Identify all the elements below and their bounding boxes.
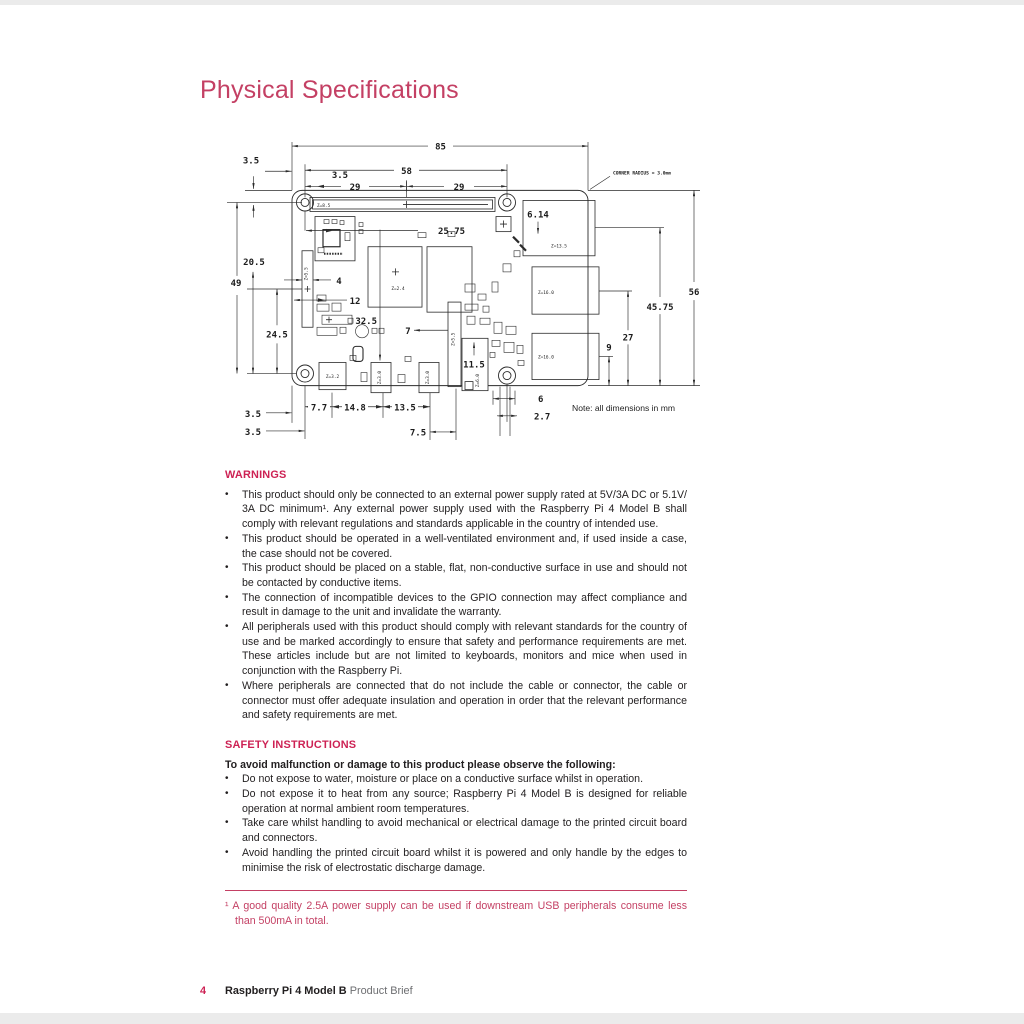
page-number: 4 xyxy=(200,985,207,997)
warning-item xyxy=(225,532,687,561)
dim-25-75: 25.75 xyxy=(438,227,466,238)
bullet-icon: • xyxy=(225,532,229,544)
warning-item xyxy=(225,591,687,620)
dim-12: 12 xyxy=(349,297,361,308)
warning-text: This product should be operated in a well-ventilated environment and, if used inside a case, the case should not be covered. xyxy=(242,532,687,560)
body-text-column xyxy=(225,468,687,929)
z-hdmi2: Z=3.0 xyxy=(426,370,431,385)
dim-24-5: 24.5 xyxy=(266,330,288,341)
mechanical-drawing xyxy=(222,133,715,445)
dim-13-5: 13.5 xyxy=(394,403,416,414)
warning-text: Where peripherals are connected that do not include the cable or connector, the cable or connector must offer adequate insulation and operation in order that the relevant performance and safety requirements are met. xyxy=(242,679,687,722)
board-drawing-svg xyxy=(222,133,715,445)
safety-item xyxy=(225,816,687,845)
warning-item xyxy=(225,488,687,532)
dim-3-5-top: 3.5 xyxy=(242,156,260,167)
safety-text: Avoid handling the printed circuit board whilst it is powered and only handle by the edges to minimise the risk of electrostatic discharge damage. xyxy=(242,846,687,874)
dim-56: 56 xyxy=(688,288,700,299)
page-footer xyxy=(200,985,413,997)
page-edge-top xyxy=(0,0,1024,5)
dim-2-7: 2.7 xyxy=(534,412,551,423)
safety-intro: To avoid malfunction or damage to this product please observe the following: xyxy=(225,758,616,771)
dim-3-5-bl1: 3.5 xyxy=(244,409,262,420)
warning-item xyxy=(225,679,687,723)
dim-20-5: 20.5 xyxy=(243,257,265,268)
dim-9: 9 xyxy=(606,343,612,354)
dim-3-5-row2: 3.5 xyxy=(331,170,349,181)
dim-7-5: 7.5 xyxy=(409,428,427,439)
doc-title: Raspberry Pi 4 Model B xyxy=(225,985,347,997)
z-hdmi1: Z=3.0 xyxy=(378,370,383,385)
dim-29-left: 29 xyxy=(349,182,361,193)
safety-text: Do not expose to water, moisture or place on a conductive surface whilst in operation. xyxy=(242,773,644,786)
safety-item xyxy=(225,846,687,875)
dim-11-5: 11.5 xyxy=(463,360,485,371)
z-audio: Z=6.0 xyxy=(476,373,481,388)
page-title: Physical Specifications xyxy=(200,76,459,104)
safety-text: Do not expose it to heat from any source; Raspberry Pi 4 Model B is designed for reliable operation at normal ambient room temperatures. xyxy=(242,788,687,815)
dim-3-5-bl2: 3.5 xyxy=(244,427,262,438)
bullet-icon: • xyxy=(225,788,229,800)
z-soc: Z=2.4 xyxy=(391,286,405,293)
z-csi: Z=5.5 xyxy=(451,332,457,346)
z-usbc: Z=3.2 xyxy=(325,375,340,381)
safety-item xyxy=(225,787,687,816)
z-gpio: Z=8.5 xyxy=(317,203,331,209)
bullet-icon: • xyxy=(225,846,229,858)
bullet-icon: • xyxy=(225,488,229,500)
footnote-text: ¹ A good quality 2.5A power supply can be used if downstream USB peripherals consume less than 500mA in total. xyxy=(225,900,687,927)
warning-item xyxy=(225,561,687,590)
dim-14-8: 14.8 xyxy=(344,403,366,414)
bullet-icon: • xyxy=(225,562,229,574)
dim-29-right: 29 xyxy=(453,182,465,193)
center-marks xyxy=(305,201,508,323)
safety-heading: SAFETY INSTRUCTIONS xyxy=(225,738,357,751)
warning-text: This product should be placed on a stable, flat, non-conductive surface in use and should not be contacted by conductive items. xyxy=(242,562,687,589)
z-ethernet: Z=13.5 xyxy=(551,244,567,250)
page-edge-bottom xyxy=(0,1013,1024,1024)
dim-4: 4 xyxy=(336,276,342,287)
z-usb-upper: Z=16.0 xyxy=(538,291,554,297)
bullet-icon: • xyxy=(225,679,229,691)
warning-text: The connection of incompatible devices to the GPIO connection may affect compliance and result in damage to the unit and invalidate the warranty. xyxy=(242,591,687,619)
z-usb-lower: Z=16.0 xyxy=(538,355,554,361)
dim-32-5: 32.5 xyxy=(355,317,377,328)
warning-text: This product should only be connected to an external power supply rated at 5V/3A DC or 5.1V/ 3A DC minimum¹. Any external power supply used with the Raspberry Pi 4 Model B shall comply with relevant regulations and standards applicable in the country of intended use. xyxy=(242,488,687,531)
warnings-heading: WARNINGS xyxy=(225,469,287,481)
dim-6-14: 6.14 xyxy=(527,210,549,221)
corner-radius-label: CORNER RADIUS = 3.0mm xyxy=(613,171,672,177)
dimensions-note: Note: all dimensions in mm xyxy=(572,402,676,413)
small-parts xyxy=(317,220,526,383)
dim-7-7: 7.7 xyxy=(310,403,328,414)
warning-text: All peripherals used with this product should comply with relevant standards for the country of use and be marked accordingly to ensure that safety and performance requirements are met. These articles include but are not limited to keyboards, monitors and mice when used in conjunction with the Raspberry Pi. xyxy=(242,621,687,678)
bullet-icon: • xyxy=(225,817,229,829)
bullet-icon: • xyxy=(225,773,229,785)
safety-text: Take care whilst handling to avoid mechanical or electrical damage to the printed circuit board and connectors. xyxy=(242,817,687,845)
dim-49: 49 xyxy=(230,278,242,289)
z-dsi: Z=5.5 xyxy=(304,267,310,281)
bullet-icon: • xyxy=(225,621,229,633)
dim-6: 6 xyxy=(538,395,544,406)
footnote-block xyxy=(225,890,687,928)
bullet-icon: • xyxy=(225,591,229,603)
dim-85: 85 xyxy=(435,142,446,153)
dim-45-75: 45.75 xyxy=(646,303,674,314)
warning-item xyxy=(225,620,687,679)
safety-item xyxy=(225,772,687,787)
dim-7: 7 xyxy=(405,326,411,337)
dim-58: 58 xyxy=(401,166,412,177)
dim-27: 27 xyxy=(622,333,634,344)
doc-subtitle: Product Brief xyxy=(349,985,413,997)
